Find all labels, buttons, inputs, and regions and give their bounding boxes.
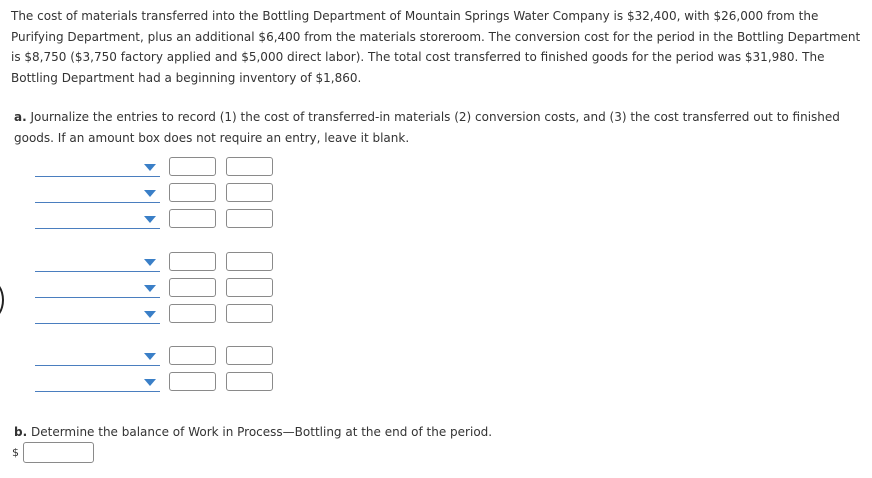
account-dropdown[interactable] (35, 183, 160, 203)
chevron-down-icon (144, 164, 156, 171)
part-a-label: a. (14, 110, 27, 124)
account-dropdown[interactable] (35, 209, 160, 229)
account-dropdown[interactable] (35, 304, 160, 324)
chevron-down-icon (144, 353, 156, 360)
journal-row (0, 346, 300, 368)
debit-amount-input[interactable] (169, 304, 216, 323)
journal-row (0, 372, 300, 394)
account-dropdown[interactable] (35, 372, 160, 392)
part-b-text: Determine the balance of Work in Process—Bottling at the end of the period. (30, 425, 493, 439)
credit-amount-input[interactable] (226, 209, 273, 228)
part-b-instructions (14, 422, 870, 442)
chevron-down-icon (144, 190, 156, 197)
currency-symbol: $ (12, 446, 19, 459)
chevron-down-icon (144, 216, 156, 223)
chevron-down-icon (144, 259, 156, 266)
debit-amount-input[interactable] (169, 157, 216, 176)
account-dropdown[interactable] (35, 252, 160, 272)
credit-amount-input[interactable] (226, 157, 273, 176)
part-b-label: b. (14, 425, 28, 439)
debit-amount-input[interactable] (169, 252, 216, 271)
part-a-text: Journalize the entries to record (1) the cost of transferred-in materials (2) conversion costs, and (3) the cost transferred out to finished goods. If an amount box does not require an entry, leave it blank. (14, 110, 840, 145)
chevron-down-icon (144, 379, 156, 386)
debit-amount-input[interactable] (169, 209, 216, 228)
account-dropdown[interactable] (35, 346, 160, 366)
credit-amount-input[interactable] (226, 304, 273, 323)
journal-row (0, 157, 300, 179)
debit-amount-input[interactable] (169, 346, 216, 365)
debit-amount-input[interactable] (169, 372, 216, 391)
credit-amount-input[interactable] (226, 252, 273, 271)
journal-row (0, 252, 300, 274)
chevron-down-icon (144, 311, 156, 318)
chevron-down-icon (144, 285, 156, 292)
credit-amount-input[interactable] (226, 346, 273, 365)
journal-row (0, 209, 300, 231)
journal-row (0, 278, 300, 300)
part-a-instructions (14, 107, 870, 148)
problem-statement: The cost of materials transferred into the Bottling Department of Mountain Springs Water Company is $32,400, with $26,000 from the Purifying Department, plus an additional $6,400 from the materials storeroom. The conversion cost for the period in the Bottling Department is $8,750 ($3,750 factory applied and $5,000 direct labor). The total cost transferred to finished goods for the period was $31,980. The Bottling Department had a beginning inventory of $1,860. (11, 9, 861, 85)
journal-row (0, 304, 300, 326)
credit-amount-input[interactable] (226, 278, 273, 297)
wip-balance-input[interactable] (23, 442, 94, 463)
credit-amount-input[interactable] (226, 372, 273, 391)
debit-amount-input[interactable] (169, 183, 216, 202)
account-dropdown[interactable] (35, 278, 160, 298)
account-dropdown[interactable] (35, 157, 160, 177)
journal-row (0, 183, 300, 205)
debit-amount-input[interactable] (169, 278, 216, 297)
credit-amount-input[interactable] (226, 183, 273, 202)
